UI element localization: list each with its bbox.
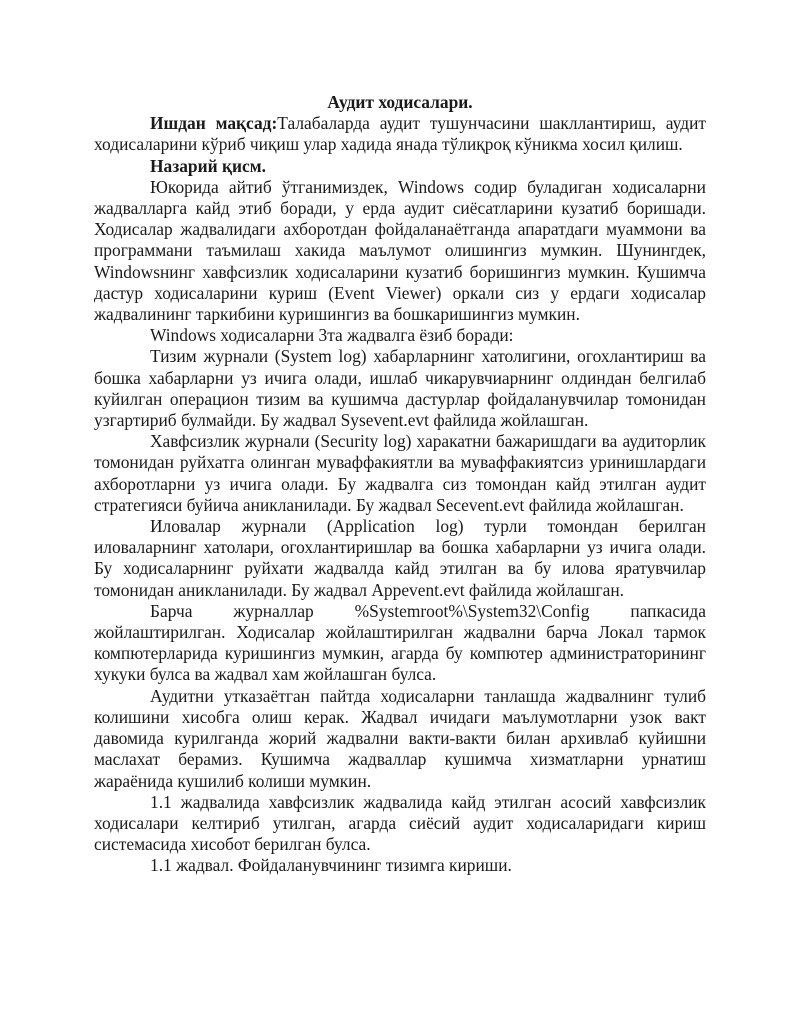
paragraph-three-logs: Windows ходисаларни 3та жадвалга ёзиб боради: <box>150 325 514 346</box>
theory-heading: Назарий қисм. <box>150 155 266 176</box>
table-caption: 1.1 жадвал. Фойдаланувчининг тизимга кириши. <box>150 855 512 876</box>
paragraph-audit-advice: Аудитни утказаётган пайтда ходисаларни танлашда жадвалнинг тулиб колишини хисобга олиш керак. Жадвал ичидаги маълумотларни узок вакт давомида курилганда жорий жадвални вакти-вакти билан архивлаб куйишни маслахат берамиз. Кушимча жадваллар кушимча хизматларни урнатиш жараёнида кушилиб колиши мумкин. <box>94 685 706 791</box>
paragraph-table-reference: 1.1 жадвалида хавфсизлик жадвалида кайд этилган асосий хавфсизлик ходисалари келтириб утилган, агарда сиёсий аудит ходисаларидаги кириш системасида хисобот берилган булса. <box>94 791 706 855</box>
goal-paragraph <box>94 113 706 155</box>
goal-text: Талабаларда аудит тушунчасини шакллантириш, аудит ходисаларини кўриб чиқиш улар хадида янада тўлиқроқ кўникма хосил қилиш. <box>94 113 706 155</box>
document-page <box>94 92 706 877</box>
document-title: Аудит ходисалари. <box>327 92 473 112</box>
paragraph-intro: Юкорида айтиб ўтганимиздек, Windows содир буладиган ходисаларни жадвалларга кайд этиб боради, у ерда аудит сиёсатларини кузатиб боришади. Ходисалар жадвалидаги ахборотдан фойдаланаётганда апаратдаги муаммони ва программани таъмилаш хакида маълумот олишингиз мумкин. Шунингдек, Windowsнинг хавфсизлик ходисаларини кузатиб боришингиз мумкин. Кушимча дастур ходисаларини куриш (Event Viewer) оркали сиз у ердаги ходисалар жадвалининг таркибини куришингиз ва бошкаришингиз мумкин. <box>94 176 706 325</box>
goal-label: Ишдан мақсад: <box>150 113 278 134</box>
paragraph-log-location: Барча журналлар %Systemroot%\System32\Config папкасида жойлаштирилган. Ходисалар жойлаштирилган жадвални барча Локал тармок компютерларида куришингиз мумкин, агарда бу компютер администраторининг хукуки булса ва жадвал хам жойлашган булса. <box>94 600 706 685</box>
paragraph-application-log: Иловалар журнали (Application log) турли томондан берилган иловаларнинг хатолари, огохлантиришлар ва бошка хабарларни уз ичига олади. Бу ходисаларнинг руйхати жадвалда кайд этилган ва бу илова яратувчилар томонидан аникланилади. Бу жадвал Appevent.evt файлида жойлашган. <box>94 516 706 600</box>
paragraph-security-log: Хавфсизлик журнали (Security log) харакатни бажаришдаги ва аудиторлик томонидан руйхатга олинган муваффакиятли ва муваффакиятсиз уринишлардаги ахборотларни уз ичига олади. Бу жадвалга сиз томондан кайд этилган аудит стратегияси буйича аникланилади. Бу жадвал Secevent.evt файлида жойлашган. <box>94 431 706 515</box>
paragraph-system-log: Тизим журнали (System log) хабарларнинг хатолигини, огохлантириш ва бошка хабарларни уз ичига олади, ишлаб чикарувчиарнинг олдиндан белгилаб куйилган операцион тизим ва кушимча дастурлар фойдаланувчилар томонидан узгартириб булмайди. Бу жадвал Sysevent.evt файлида жойлашган. <box>94 346 706 431</box>
